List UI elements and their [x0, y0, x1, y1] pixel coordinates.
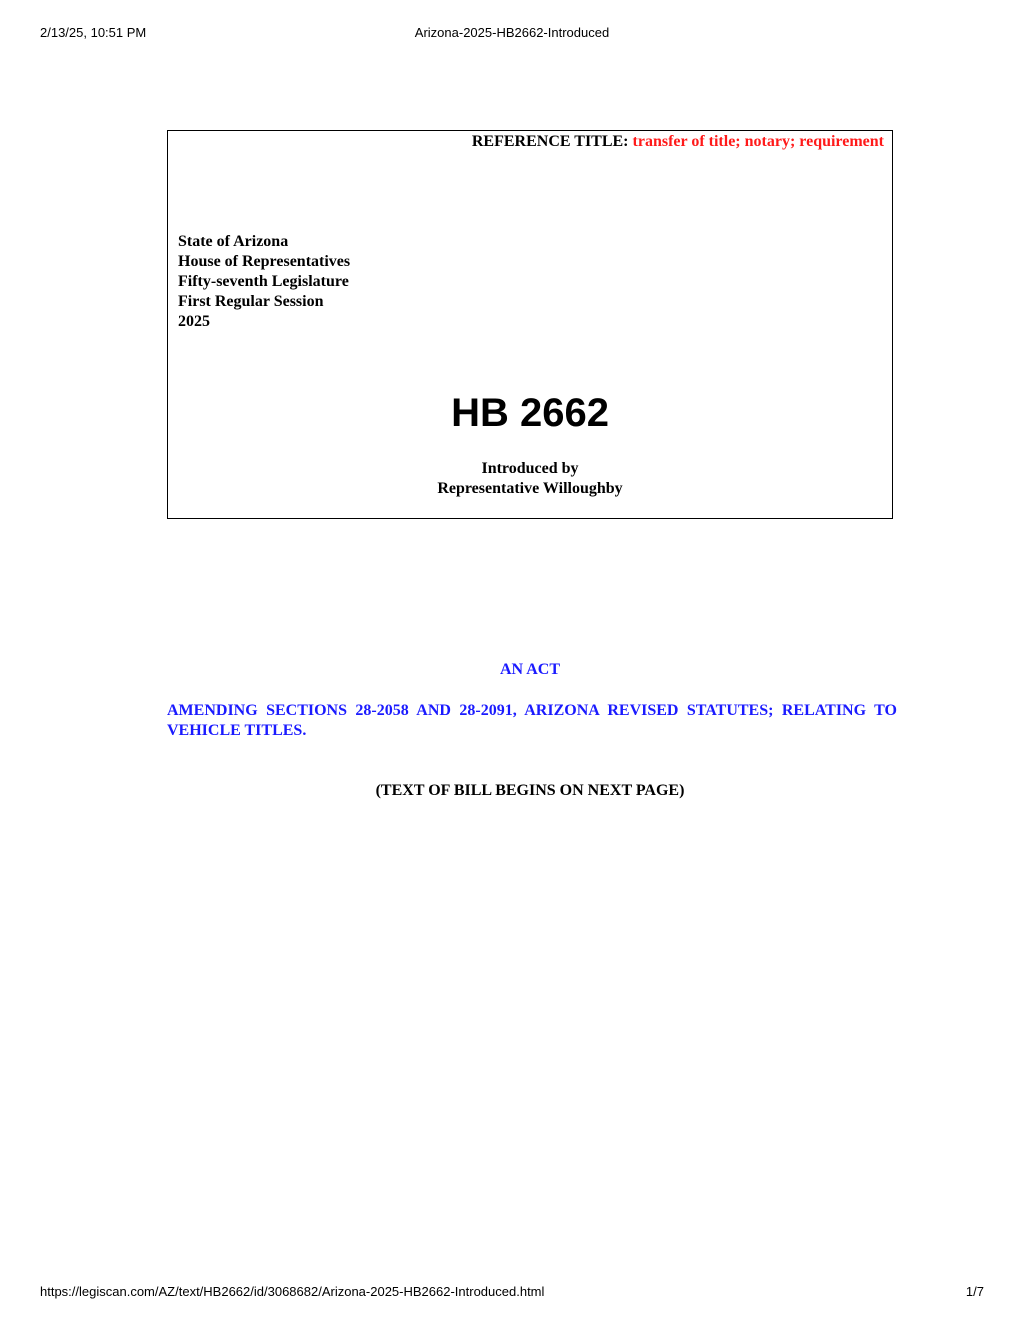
act-description: AMENDING SECTIONS 28-2058 AND 28-2091, ARIZONA REVISED STATUTES; RELATING TO VEHICLE TITLES.: [167, 702, 897, 739]
print-header: [0, 25, 1024, 41]
print-document-title: Arizona-2025-HB2662-Introduced: [414, 25, 610, 40]
chamber-line: House of Representatives: [178, 253, 351, 270]
sponsor-name: Representative Willoughby: [437, 480, 623, 497]
introduced-by: [168, 459, 892, 499]
state-line: State of Arizona: [178, 233, 289, 250]
legislature-info: [178, 232, 350, 332]
legislature-line: Fifty-seventh Legislature: [178, 273, 349, 290]
bill-title-box: [167, 130, 893, 519]
reference-title: [472, 133, 884, 151]
session-line: First Regular Session: [178, 293, 324, 310]
reference-title-value: transfer of title; notary; requirement: [632, 133, 884, 150]
print-footer: [0, 1284, 1024, 1300]
page-number: 1/7: [965, 1284, 984, 1299]
print-datetime: 2/13/25, 10:51 PM: [40, 25, 147, 40]
year-line: 2025: [178, 313, 210, 330]
bill-number: HB 2662: [451, 391, 609, 435]
reference-title-label: REFERENCE TITLE:: [471, 133, 629, 150]
text-begins-note: (TEXT OF BILL BEGINS ON NEXT PAGE): [375, 782, 685, 799]
print-url: https://legiscan.com/AZ/text/HB2662/id/3068682/Arizona-2025-HB2662-Introduced.html: [40, 1284, 545, 1299]
introduced-label: Introduced by: [481, 460, 579, 477]
an-act-heading: AN ACT: [499, 661, 560, 678]
